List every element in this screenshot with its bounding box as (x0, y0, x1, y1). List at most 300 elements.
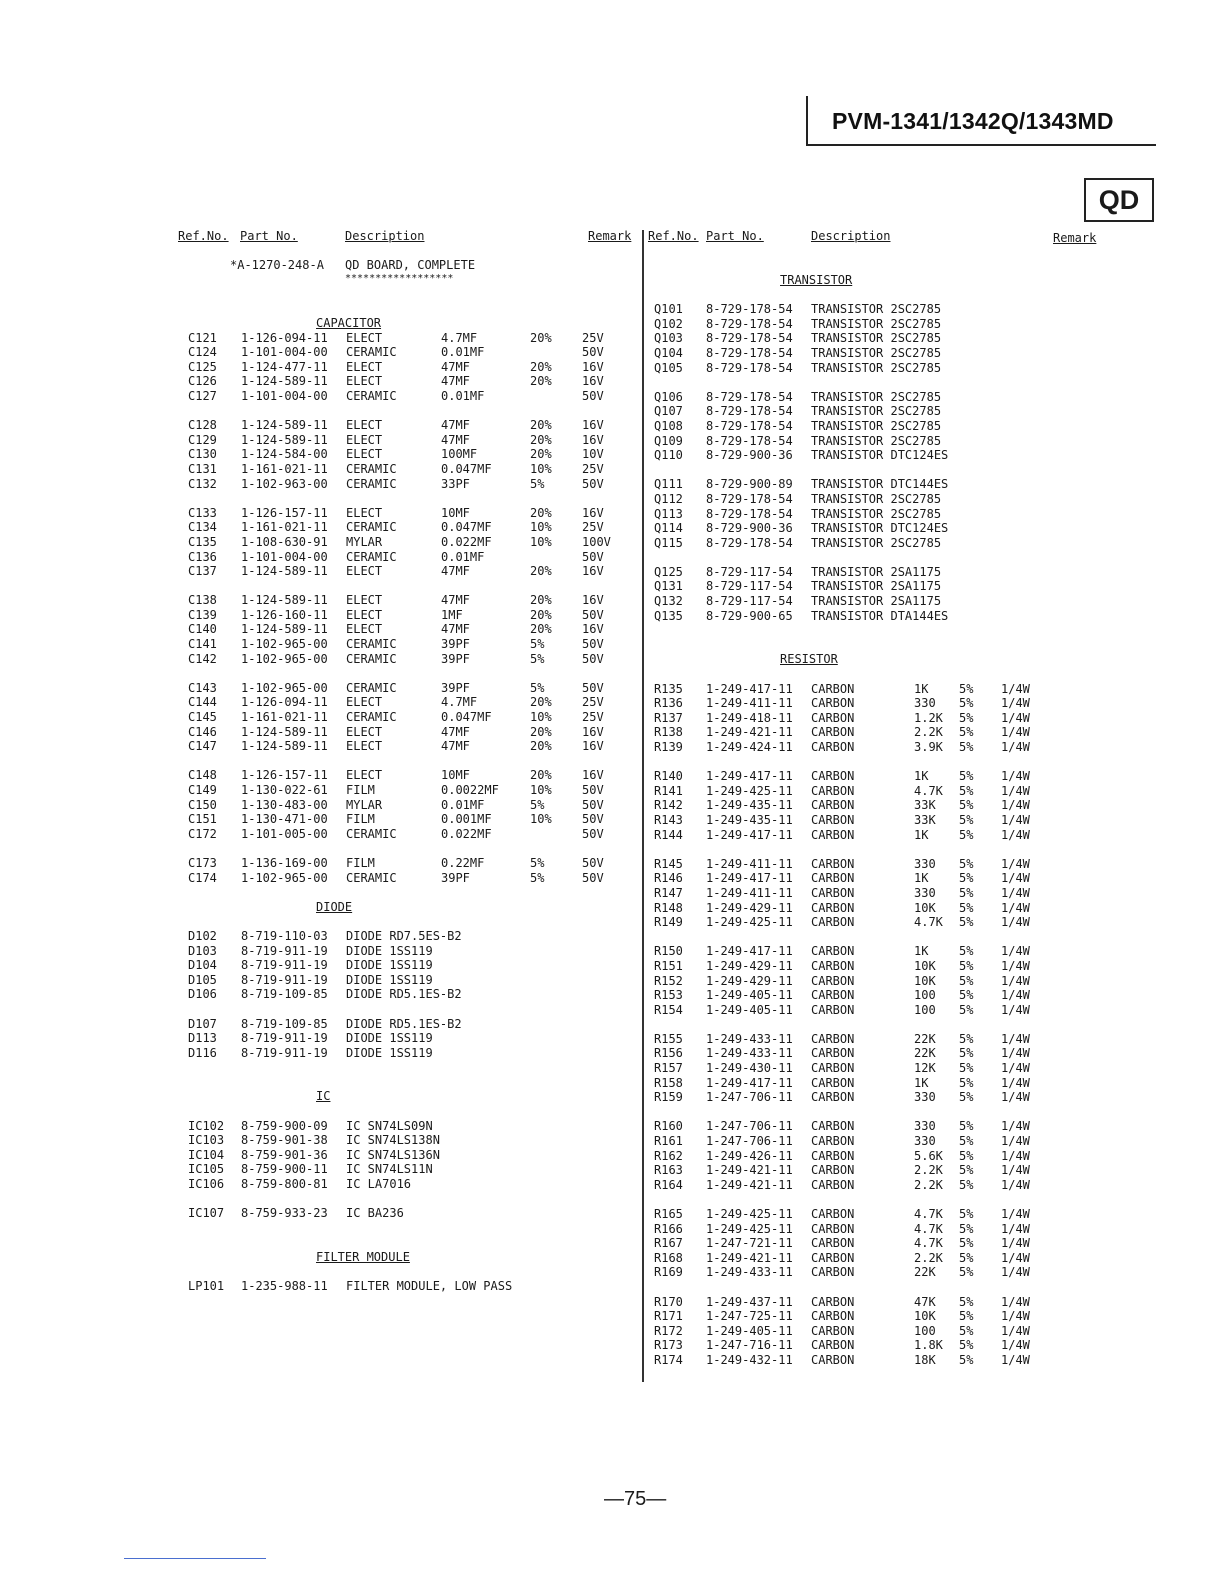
part-no: 1-249-417-11 (706, 769, 793, 784)
spacer (654, 375, 1054, 390)
description: TRANSISTOR 2SC2785 (811, 491, 942, 506)
spacer (188, 666, 628, 681)
part-no: 8-729-900-89 (706, 477, 793, 492)
value: 2.2K (914, 1177, 943, 1192)
rating: 16V (582, 724, 604, 739)
ref-no: R158 (654, 1075, 683, 1090)
tolerance: 5% (530, 855, 545, 870)
ref-no: R146 (654, 871, 683, 886)
rating: 1/4W (1001, 900, 1030, 915)
ref-no: IC103 (188, 1133, 225, 1148)
section-heading-row (188, 900, 628, 915)
description: CARBON (811, 681, 855, 696)
part-row (188, 477, 628, 492)
description: CERAMIC (346, 549, 397, 564)
part-row (188, 739, 628, 754)
part-row (654, 988, 1054, 1003)
value: 1.2K (914, 710, 943, 725)
tolerance: 5% (530, 797, 545, 812)
spacer (654, 1105, 1054, 1120)
part-row (188, 608, 628, 623)
part-row (188, 550, 628, 565)
ref-no: D113 (188, 1031, 217, 1046)
ref-no: R173 (654, 1338, 683, 1353)
part-row (188, 681, 628, 696)
part-row (654, 1134, 1054, 1149)
description: ELECT (346, 564, 383, 579)
tolerance: 5% (959, 1163, 974, 1178)
tolerance: 5% (959, 725, 974, 740)
part-row (188, 433, 628, 448)
value: 47MF (441, 359, 470, 374)
ref-no: R170 (654, 1294, 683, 1309)
part-row (654, 346, 1054, 361)
rating: 1/4W (1001, 710, 1030, 725)
rating: 16V (582, 593, 604, 608)
spacer (654, 1192, 1054, 1207)
section-heading-row (654, 652, 1054, 667)
description: DIODE 1SS119 (346, 972, 433, 987)
description: CARBON (811, 1075, 855, 1090)
rating: 1/4W (1001, 740, 1030, 754)
tolerance: 20% (530, 724, 552, 739)
ref-no: C127 (188, 388, 217, 403)
part-row (654, 1061, 1054, 1076)
part-no: 1-249-417-11 (706, 1075, 793, 1090)
part-no: 1-249-425-11 (706, 1207, 793, 1221)
ref-no: R141 (654, 783, 683, 798)
part-row (188, 506, 628, 521)
rating: 1/4W (1001, 944, 1030, 959)
part-no: 1-249-425-11 (706, 783, 793, 798)
part-no: 1-249-435-11 (706, 812, 793, 827)
description: FILM (346, 783, 375, 797)
rating: 1/4W (1001, 1002, 1030, 1017)
part-row (188, 987, 628, 1002)
value: 39PF (441, 651, 470, 666)
rating: 16V (582, 564, 604, 579)
tolerance: 5% (959, 798, 974, 813)
description: TRANSISTOR 2SA1175 (811, 564, 942, 579)
part-row (188, 374, 628, 389)
ref-no: R159 (654, 1090, 683, 1105)
description: CARBON (811, 944, 855, 959)
part-no: 1-126-157-11 (241, 768, 328, 783)
part-no: 8-719-911-19 (241, 958, 328, 973)
description: CARBON (811, 798, 855, 813)
rating: 25V (582, 710, 604, 725)
rating: 1/4W (1001, 1250, 1030, 1265)
value: 47MF (441, 418, 470, 433)
value: 47MF (441, 593, 470, 608)
board-stars: ****************** (345, 273, 454, 284)
part-no: 1-249-405-11 (706, 988, 793, 1003)
value: 0.047MF (441, 710, 492, 725)
tolerance: 5% (530, 680, 545, 695)
section-heading: TRANSISTOR (780, 273, 853, 287)
part-no: 1-249-425-11 (706, 1221, 793, 1236)
description: ELECT (346, 505, 383, 520)
tolerance: 10% (530, 534, 552, 549)
value: 0.047MF (441, 520, 492, 535)
tolerance: 5% (959, 1323, 974, 1338)
ref-no: Q104 (654, 345, 683, 360)
part-row (654, 1309, 1054, 1324)
part-row (654, 477, 1054, 492)
rating: 50V (582, 345, 604, 360)
ref-no: R155 (654, 1031, 683, 1046)
rating: 50V (582, 388, 604, 403)
description: CARBON (811, 1236, 855, 1251)
part-row (654, 579, 1054, 594)
value: 100MF (441, 447, 478, 462)
spacer (188, 579, 628, 594)
rating: 1/4W (1001, 1046, 1030, 1061)
rating: 1/4W (1001, 1207, 1030, 1221)
part-no: 1-124-589-11 (241, 564, 328, 579)
ref-no: R166 (654, 1221, 683, 1236)
section-heading-row (188, 1089, 628, 1104)
part-row (654, 536, 1054, 551)
rating: 50V (582, 855, 604, 870)
part-row (188, 695, 628, 710)
ref-no: Q125 (654, 564, 683, 579)
tolerance: 5% (530, 476, 545, 491)
tolerance: 5% (959, 1177, 974, 1192)
rating: 16V (582, 768, 604, 783)
tolerance: 5% (959, 915, 974, 930)
tolerance: 20% (530, 593, 552, 608)
ref-no: Q115 (654, 535, 683, 550)
ref-no: R169 (654, 1265, 683, 1280)
part-no: 1-101-004-00 (241, 345, 328, 360)
value: 1K (914, 827, 929, 842)
description: CARBON (811, 1250, 855, 1265)
rating: 1/4W (1001, 1352, 1030, 1367)
part-no: 1-124-589-11 (241, 432, 328, 447)
rating: 16V (582, 374, 604, 389)
part-no: 1-249-411-11 (706, 885, 793, 900)
part-row (654, 521, 1054, 536)
part-row (654, 1046, 1054, 1061)
ref-no: C133 (188, 505, 217, 520)
part-row (188, 944, 628, 959)
rating: 1/4W (1001, 1236, 1030, 1251)
rating: 16V (582, 359, 604, 374)
value: 0.0022MF (441, 783, 499, 797)
part-row (188, 1148, 628, 1163)
part-no: 1-108-630-91 (241, 534, 328, 549)
tolerance: 20% (530, 622, 552, 637)
part-row (654, 1149, 1054, 1164)
description: CERAMIC (346, 710, 397, 725)
part-row (654, 419, 1054, 434)
part-no: 1-249-421-11 (706, 1250, 793, 1265)
description: IC LA7016 (346, 1177, 412, 1192)
spacer (654, 755, 1054, 770)
spacer (654, 623, 1054, 638)
part-row (654, 1324, 1054, 1339)
description: FILM (346, 812, 375, 827)
part-row (188, 812, 628, 827)
ref-no: C151 (188, 812, 217, 827)
description: IC SN74LS138N (346, 1133, 440, 1148)
tolerance: 10% (530, 710, 552, 725)
section-heading: FILTER MODULE (316, 1250, 410, 1264)
part-no: 1-249-433-11 (706, 1031, 793, 1046)
ref-no: Q113 (654, 506, 683, 521)
rating: 1/4W (1001, 696, 1030, 711)
ref-no: R138 (654, 725, 683, 740)
description: CARBON (811, 710, 855, 725)
part-no: 1-124-589-11 (241, 374, 328, 389)
description: TRANSISTOR 2SC2785 (811, 302, 942, 317)
description: CARBON (811, 915, 855, 930)
part-no: 1-124-589-11 (241, 724, 328, 739)
ref-no: R167 (654, 1236, 683, 1251)
part-no: 8-759-900-09 (241, 1118, 328, 1133)
tolerance: 5% (959, 769, 974, 784)
value: 0.022MF (441, 826, 492, 841)
tolerance: 20% (530, 768, 552, 783)
part-row (654, 974, 1054, 989)
description: CERAMIC (346, 637, 397, 652)
part-row (654, 390, 1054, 405)
rating: 50V (582, 476, 604, 491)
part-no: 1-126-094-11 (241, 695, 328, 710)
part-no: 8-729-178-54 (706, 404, 793, 419)
spacer (188, 1192, 628, 1207)
part-no: 1-124-589-11 (241, 622, 328, 637)
description: ELECT (346, 768, 383, 783)
part-no: 1-102-965-00 (241, 637, 328, 652)
part-no: 1-161-021-11 (241, 520, 328, 535)
ref-no: R147 (654, 885, 683, 900)
ref-no: R153 (654, 988, 683, 1003)
part-no: 8-729-900-65 (706, 608, 793, 623)
tolerance: 5% (959, 1002, 974, 1017)
ref-no: Q108 (654, 418, 683, 433)
rating: 1/4W (1001, 958, 1030, 973)
ref-no: C129 (188, 432, 217, 447)
part-no: 8-729-117-54 (706, 564, 793, 579)
description: TRANSISTOR 2SC2785 (811, 389, 942, 404)
part-row (654, 565, 1054, 580)
value: 0.01MF (441, 388, 485, 403)
rating: 1/4W (1001, 1148, 1030, 1163)
rating: 50V (582, 680, 604, 695)
value: 4.7K (914, 783, 943, 798)
ref-no: R148 (654, 900, 683, 915)
part-row (654, 594, 1054, 609)
rating: 1/4W (1001, 1134, 1030, 1149)
rating: 1/4W (1001, 783, 1030, 798)
part-no: 1-249-424-11 (706, 740, 793, 754)
part-row (188, 929, 628, 944)
description: CARBON (811, 856, 855, 871)
rating: 1/4W (1001, 827, 1030, 842)
tolerance: 5% (959, 885, 974, 900)
description: CARBON (811, 1046, 855, 1061)
ref-no: Q132 (654, 594, 683, 609)
left-parts-list (188, 316, 628, 1294)
part-no: 1-249-411-11 (706, 696, 793, 711)
part-row (654, 1222, 1054, 1237)
value: 10K (914, 1309, 936, 1324)
value: 33K (914, 798, 936, 813)
value: 1K (914, 944, 929, 959)
description: CERAMIC (346, 388, 397, 403)
part-no: 1-249-411-11 (706, 856, 793, 871)
part-no: 1-124-589-11 (241, 739, 328, 754)
description: CARBON (811, 725, 855, 740)
left-header-ref: Ref.No. (178, 229, 229, 243)
value: 18K (914, 1352, 936, 1367)
value: 0.022MF (441, 534, 492, 549)
rating: 1/4W (1001, 1221, 1030, 1236)
part-row (188, 535, 628, 550)
part-row (654, 1207, 1054, 1222)
part-no: 1-247-706-11 (706, 1119, 793, 1134)
part-no: 8-759-900-11 (241, 1162, 328, 1177)
part-row (654, 434, 1054, 449)
description: CERAMIC (346, 826, 397, 841)
description: CARBON (811, 1265, 855, 1280)
part-no: 8-729-178-54 (706, 345, 793, 360)
part-no: 8-719-911-19 (241, 1031, 328, 1046)
rating: 1/4W (1001, 871, 1030, 886)
part-row (654, 813, 1054, 828)
description: FILTER MODULE, LOW PASS (346, 1279, 513, 1294)
part-row (654, 711, 1054, 726)
description: MYLAR (346, 797, 383, 812)
description: IC SN74LS136N (346, 1147, 440, 1162)
ref-no: C134 (188, 520, 217, 535)
ref-no: R162 (654, 1148, 683, 1163)
description: CARBON (811, 1163, 855, 1178)
part-no: 8-719-109-85 (241, 1016, 328, 1031)
description: CARBON (811, 783, 855, 798)
ref-no: R172 (654, 1323, 683, 1338)
description: CARBON (811, 1148, 855, 1163)
value: 5.6K (914, 1148, 943, 1163)
spacer (188, 491, 628, 506)
ref-no: C174 (188, 870, 217, 885)
tolerance: 20% (530, 695, 552, 710)
tolerance: 5% (959, 1090, 974, 1105)
value: 2.2K (914, 1250, 943, 1265)
tolerance: 10% (530, 812, 552, 827)
ref-no: C136 (188, 549, 217, 564)
description: CERAMIC (346, 680, 397, 695)
model-title: PVM-1341/1342Q/1343MD (832, 108, 1114, 134)
value: 10K (914, 973, 936, 988)
value: 2.2K (914, 1163, 943, 1178)
part-row (654, 317, 1054, 332)
part-row (654, 784, 1054, 799)
value: 22K (914, 1265, 936, 1280)
ref-no: C148 (188, 768, 217, 783)
part-row (188, 1119, 628, 1134)
part-row (188, 345, 628, 360)
part-no: 1-101-004-00 (241, 549, 328, 564)
tolerance: 20% (530, 505, 552, 520)
tolerance: 5% (959, 856, 974, 871)
ref-no: IC102 (188, 1118, 225, 1133)
rating: 1/4W (1001, 725, 1030, 740)
tolerance: 5% (959, 1236, 974, 1251)
ref-no: Q107 (654, 404, 683, 419)
value: 39PF (441, 870, 470, 885)
description: CARBON (811, 1061, 855, 1076)
ref-no: R137 (654, 710, 683, 725)
tolerance: 20% (530, 564, 552, 579)
part-no: 1-126-094-11 (241, 330, 328, 345)
right-header-ref: Ref.No. (648, 229, 699, 243)
value: 330 (914, 1119, 936, 1134)
part-no: 8-729-178-54 (706, 389, 793, 404)
value: 100 (914, 1002, 936, 1017)
spacer (188, 1075, 628, 1090)
spacer (654, 1017, 1054, 1032)
description: CARBON (811, 1119, 855, 1134)
part-row (654, 1251, 1054, 1266)
ref-no: Q103 (654, 331, 683, 346)
part-row (654, 901, 1054, 916)
rating: 50V (582, 870, 604, 885)
ref-no: C173 (188, 855, 217, 870)
tolerance: 5% (530, 651, 545, 666)
part-row (188, 462, 628, 477)
part-row (188, 564, 628, 579)
description: CARBON (811, 1338, 855, 1353)
value: 47MF (441, 739, 470, 754)
part-no: 8-759-933-23 (241, 1206, 328, 1221)
spacer (188, 1104, 628, 1119)
ref-no: C145 (188, 710, 217, 725)
value: 22K (914, 1031, 936, 1046)
ref-no: Q110 (654, 448, 683, 463)
tolerance: 5% (959, 1221, 974, 1236)
ref-no: R135 (654, 681, 683, 696)
rating: 1/4W (1001, 856, 1030, 871)
ref-no: C149 (188, 783, 217, 797)
value: 0.01MF (441, 797, 485, 812)
description: CARBON (811, 1323, 855, 1338)
rating: 50V (582, 797, 604, 812)
tolerance: 10% (530, 783, 552, 797)
tolerance: 5% (959, 1294, 974, 1309)
rating: 1/4W (1001, 988, 1030, 1003)
part-no: 1-161-021-11 (241, 461, 328, 476)
value: 10MF (441, 768, 470, 783)
tolerance: 5% (959, 1309, 974, 1324)
ref-no: C135 (188, 534, 217, 549)
rating: 1/4W (1001, 915, 1030, 930)
part-no: 1-247-721-11 (706, 1236, 793, 1251)
rating: 1/4W (1001, 681, 1030, 696)
value: 10K (914, 900, 936, 915)
part-row (188, 520, 628, 535)
part-row (654, 798, 1054, 813)
rating: 50V (582, 812, 604, 827)
section-heading: RESISTOR (780, 652, 838, 667)
spacer (188, 1060, 628, 1075)
value: 1K (914, 1075, 929, 1090)
part-row (188, 725, 628, 740)
part-no: 1-124-584-00 (241, 447, 328, 462)
part-row (188, 783, 628, 798)
